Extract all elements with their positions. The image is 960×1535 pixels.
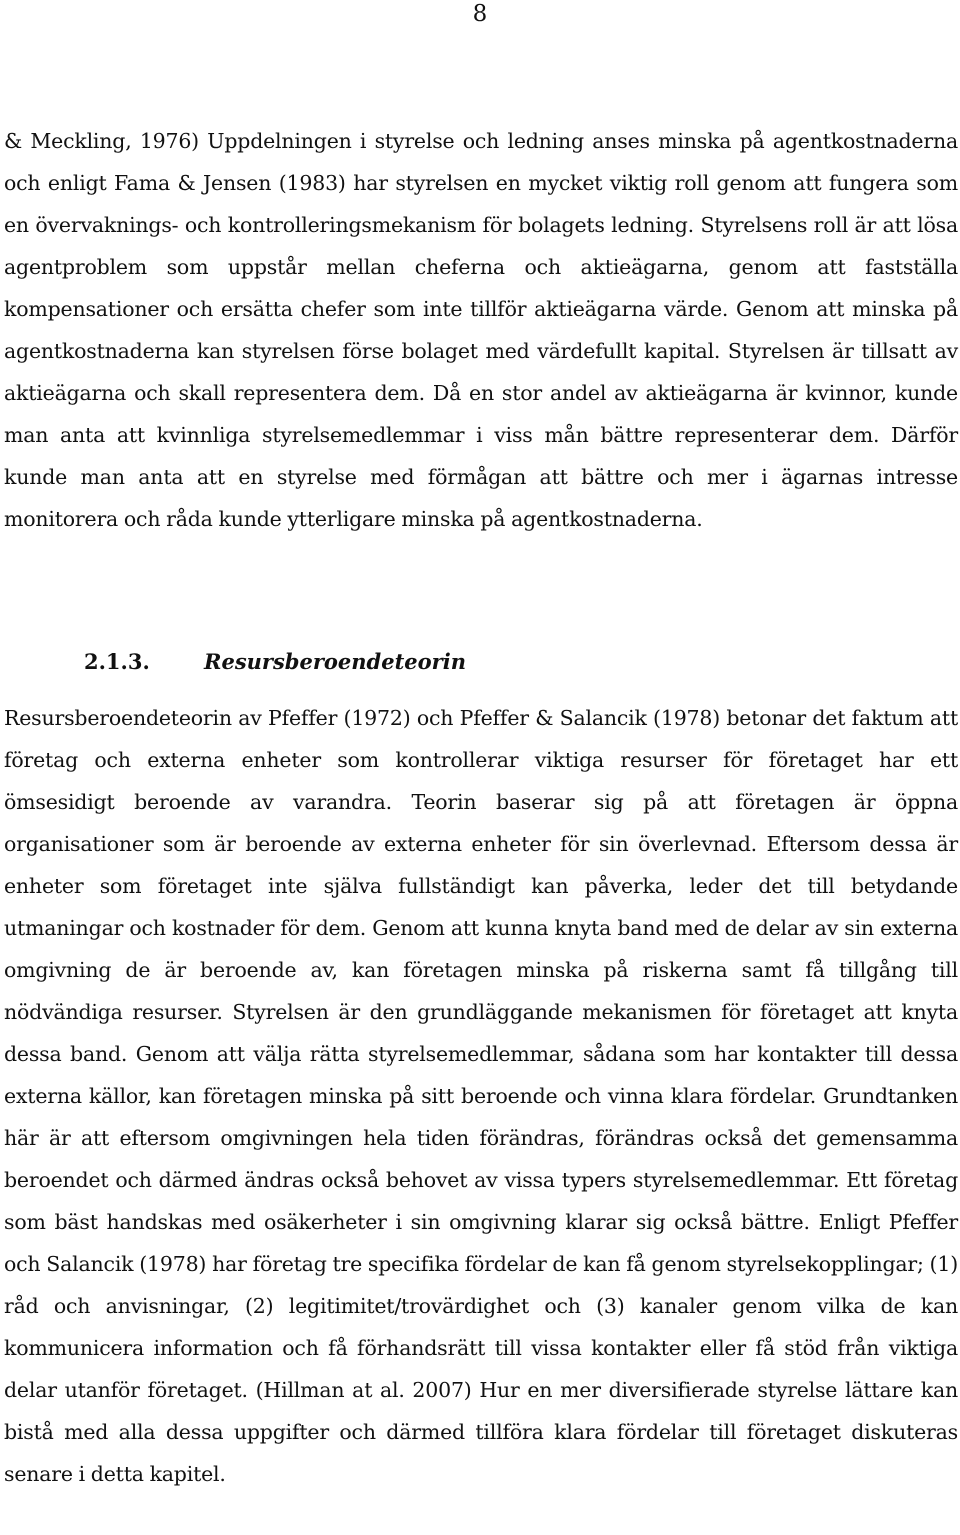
section-number: 2.1.3.	[84, 649, 150, 674]
page-number: 8	[472, 1, 488, 27]
body-paragraph: Resursberoendeteorin av Pfeffer (1972) och Pfeffer & Salancik (1978) betonar det faktum att företag och externa enheter som kontrollerar viktiga resurser för företaget har ett ömsesidigt beroende av varandra. Teorin baserar sig på att företagen är öppna organisationer som är beroende av externa enheter för sin överlevnad. Eftersom dessa är enheter som företaget inte själva fullständigt kan påverka, leder det till betydande utmaningar och kostnader för dem. Genom att kunna knyta band med de delar av sin externa omgivning de är beroende av, kan företagen minska på riskerna samt få tillgång till nödvändiga resurser. Styrelsen är den grundläggande mekanismen för företaget att knyta dessa band. Genom att välja rätta styrelsemedlemmar, sådana som har kontakter till dessa externa källor, kan företagen minska på sitt beroende och vinna klara fördelar. Grundtanken här är att eftersom omgivningen hela tiden förändras, förändras också det gemensamma beroendet och därmed ändras också behovet av vissa typers styrelsemedlemmar. Ett företag som bäst handskas med osäkerheter i sin omgivning klarar sig också bättre. Enligt Pfeffer och Salancik (1978) har företag tre specifika fördelar de kan få genom styrelsekopplingar; (1) råd och anvisningar, (2) legitimitet/trovärdighet och (3) kanaler genom vilka de kan kommunicera information och få förhandsrätt till vissa kontakter eller få stöd från viktiga delar utanför företaget. (Hillman at al. 2007) Hur en mer diversifierade styrelse lättare kan bistå med alla dessa uppgifter och därmed tillföra klara fördelar till företaget diskuteras senare i detta kapitel.	[4, 706, 958, 1486]
section-heading	[84, 646, 466, 678]
body-paragraph: & Meckling, 1976) Uppdelningen i styrelse och ledning anses minska på agentkostnaderna och enligt Fama & Jensen (1983) har styrelsen en mycket viktig roll genom att fungera som en övervaknings- och kontrolleringsmekanism för bolagets ledning. Styrelsens roll är att lösa agentproblem som uppstår mellan cheferna och aktieägarna, genom att fastställa kompensationer och ersätta chefer som inte tillför aktieägarna värde. Genom att minska på agentkostnaderna kan styrelsen förse bolaget med värdefullt kapital. Styrelsen är tillsatt av aktieägarna och skall representera dem. Då en stor andel av aktieägarna är kvinnor, kunde man anta att kvinnliga styrelsemedlemmar i viss mån bättre representerar dem. Därför kunde man anta att en styrelse med förmågan att bättre och mer i ägarnas intresse monitorera och råda kunde ytterligare minska på agentkostnaderna.	[4, 129, 958, 531]
section-title: Resursberoendeteorin	[204, 649, 466, 674]
